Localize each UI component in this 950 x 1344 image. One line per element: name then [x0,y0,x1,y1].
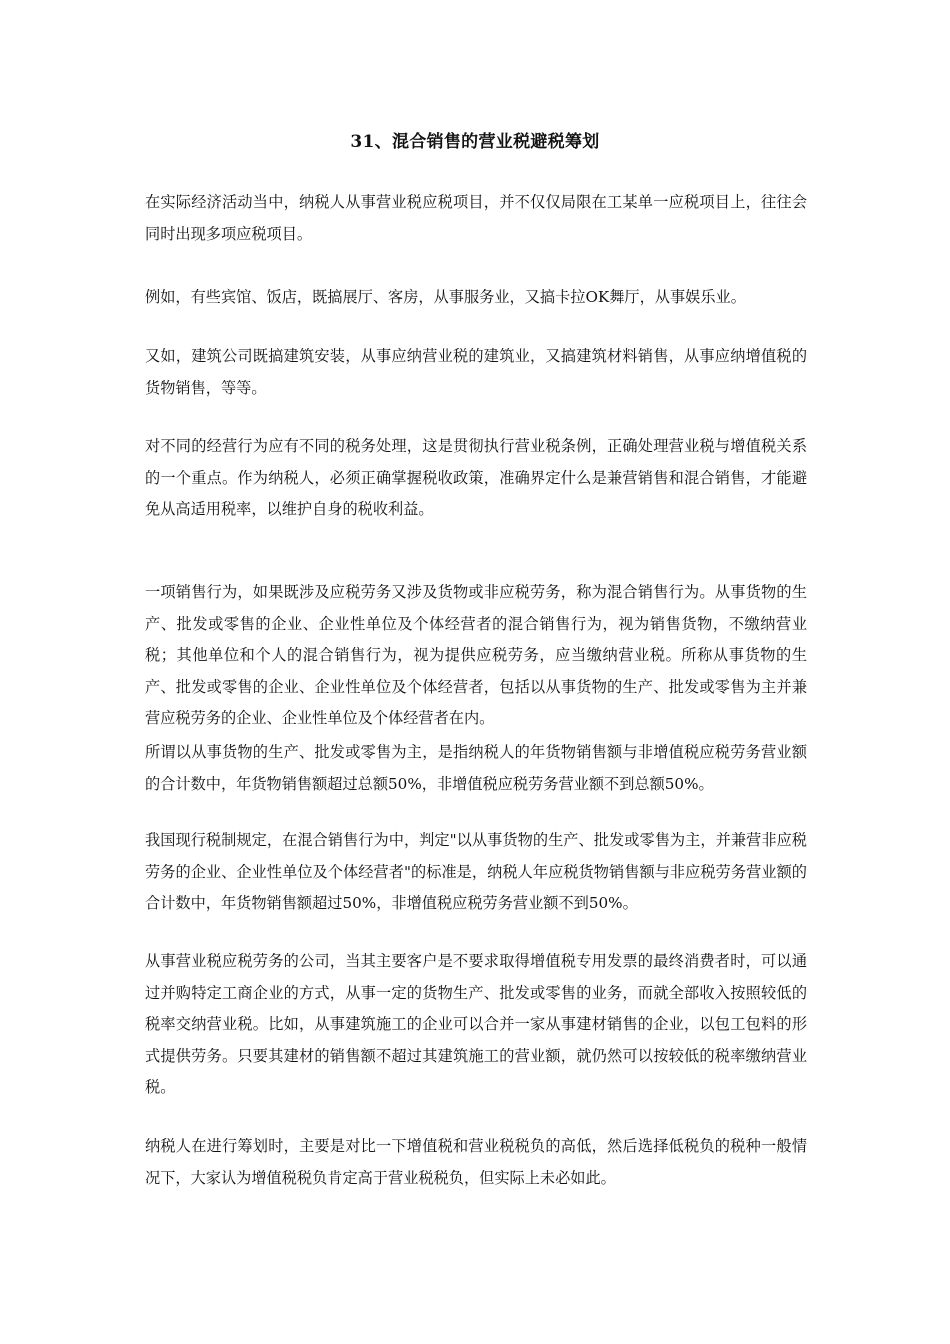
paragraph-8: 从事营业税应税劳务的公司，当其主要客户是不要求取得增值税专用发票的最终消费者时，可以通过并购特定工商企业的方式，从事一定的货物生产、批发或零售的业务，而就全部收入按照较低的税率交纳营业税。比如，从事建筑施工的企业可以合并一家从事建材销售的企业，以包工包料的形式提供劳务。只要其建材的销售额不超过其建筑施工的营业额，就仍然可以按较低的税率缴纳营业税。 [145,952,807,1096]
paragraph-3: 又如，建筑公司既搞建筑安装，从事应纳营业税的建筑业，又搞建筑材料销售，从事应纳增值税的货物销售，等等。 [145,347,807,397]
paragraph-6: 所谓以从事货物的生产、批发或零售为主，是指纳税人的年货物销售额与非增值税应税劳务营业额的合计数中，年货物销售额超过总额50%，非增值税应税劳务营业额不到总额50%。 [145,743,807,793]
paragraph-7: 我国现行税制规定，在混合销售行为中，判定"以从事货物的生产、批发或零售为主，并兼营非应税劳务的企业、企业性单位及个体经营者"的标准是，纳税人年应税货物销售额与非应税劳务营业额的合计数中，年货物销售额超过50%，非增值税应税劳务营业额不到50%。 [145,831,807,912]
paragraph-1: 在实际经济活动当中，纳税人从事营业税应税项目，并不仅仅局限在工某单一应税项目上，往往会同时出现多项应税项目。 [145,193,807,243]
paragraph-9: 纳税人在进行筹划时，主要是对比一下增值税和营业税税负的高低，然后选择低税负的税种一般情况下，大家认为增值税税负肯定高于营业税税负，但实际上未必如此。 [145,1137,807,1187]
paragraph-4: 对不同的经营行为应有不同的税务处理，这是贯彻执行营业税条例，正确处理营业税与增值税关系的一个重点。作为纳税人，必须正确掌握税收政策，准确界定什么是兼营销售和混合销售，才能避免从高适用税率，以维护自身的税收利益。 [145,437,807,518]
paragraph-5: 一项销售行为，如果既涉及应税劳务又涉及货物或非应税劳务，称为混合销售行为。从事货物的生产、批发或零售的企业、企业性单位及个体经营者的混合销售行为，视为销售货物，不缴纳营业税；其他单位和个人的混合销售行为，视为提供应税劳务，应当缴纳营业税。所称从事货物的生产、批发或零售的企业、企业性单位及个体经营者，包括以从事货物的生产、批发或零售为主并兼营应税劳务的企业、企业性单位及个体经营者在内。 [145,583,807,727]
paragraph-2: 例如，有些宾馆、饭店，既搞展厅、客房，从事服务业，又搞卡拉OK舞厅，从事娱乐业。 [145,288,746,306]
document-title: 31、混合销售的营业税避税筹划 [350,132,600,152]
